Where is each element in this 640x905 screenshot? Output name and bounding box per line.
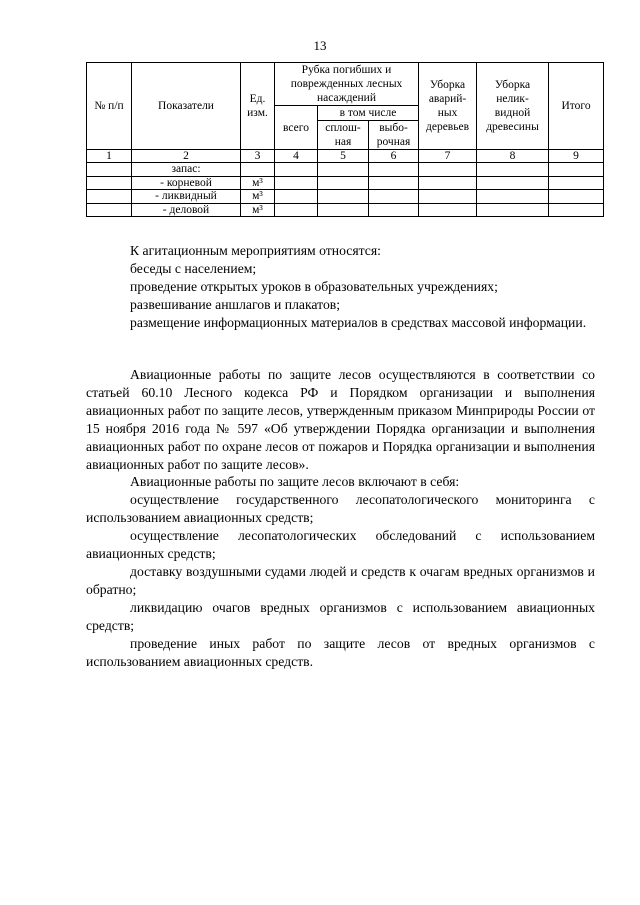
table-row — [87, 203, 604, 217]
agitation-section — [86, 242, 595, 332]
aviation-item: ликвидацию очагов вредных организмов с использованием авиационных средств; — [86, 599, 595, 633]
row-unit: м³ — [241, 190, 275, 204]
column-number: 3 — [241, 150, 275, 163]
header-itogo: Итого — [549, 63, 604, 150]
agitation-item: развешивание аншлагов и плакатов; — [130, 296, 341, 312]
row-unit: м³ — [241, 176, 275, 190]
row-indicator: запас: — [132, 163, 241, 177]
agitation-item: размещение информационных материалов в средствах массовой информации. — [130, 314, 587, 330]
aviation-item: доставку воздушными судами людей и средств к очагам вредных организмов и обратно; — [86, 563, 595, 597]
page-number: 13 — [313, 38, 327, 53]
table-row — [87, 163, 604, 177]
row-indicator: - деловой — [132, 203, 241, 217]
aviation-item: осуществление лесопатологических обследований с использованием авиационных средств; — [86, 528, 595, 562]
header-clear: сплош-ная — [318, 121, 369, 150]
column-number: 4 — [275, 150, 318, 163]
aviation-section — [86, 366, 595, 670]
agitation-intro: К агитационным мероприятиям относятся: — [130, 243, 381, 258]
header-including: в том числе — [318, 106, 419, 121]
column-number: 9 — [549, 150, 604, 163]
aviation-paragraph: Авиационные работы по защите лесов осуществляются в соответствии со статьей 60.10 Лесного кодекса РФ и Порядком организации и выполнения авиационных работ по защите лесов, утвержденным приказом Минприроды России от 15 ноября 2016 года № 597 «Об утверждении Порядка организации и выполнения авиационных работ по охране лесов от пожаров и Порядка организации и выполнения авиационных работ по защите лесов». — [86, 367, 595, 472]
column-number: 6 — [369, 150, 419, 163]
header-selective: выбо-рочная — [369, 121, 419, 150]
agitation-item: беседы с населением; — [130, 260, 257, 276]
table-row — [87, 176, 604, 190]
column-number: 1 — [87, 150, 132, 163]
agitation-item: проведение открытых уроков в образовательных учреждениях; — [130, 278, 498, 294]
header-emergency: Уборка аварий-ных деревьев — [419, 63, 477, 150]
aviation-item: осуществление государственного лесопатологического мониторинга с использованием авиационных средств; — [86, 492, 595, 526]
column-number: 8 — [477, 150, 549, 163]
header-felling-total: всего — [275, 106, 318, 150]
column-number: 7 — [419, 150, 477, 163]
column-number: 2 — [132, 150, 241, 163]
row-indicator: - ликвидный — [132, 190, 241, 204]
header-unit: Ед. изм. — [241, 63, 275, 150]
row-unit — [241, 163, 275, 177]
header-indicators: Показатели — [132, 63, 241, 150]
aviation-intro: Авиационные работы по защите лесов включают в себя: — [130, 474, 460, 490]
header-nonliquid: Уборка нелик-видной древесины — [477, 63, 549, 150]
table-row — [87, 190, 604, 204]
row-unit: м³ — [241, 203, 275, 217]
aviation-item: проведение иных работ по защите лесов от вредных организмов с использованием авиационных средств. — [86, 635, 595, 669]
header-felling-group: Рубка погибших и поврежденных лесных насаждений — [275, 63, 419, 106]
column-number: 5 — [318, 150, 369, 163]
header-npp: № п/п — [87, 63, 132, 150]
row-indicator: - корневой — [132, 176, 241, 190]
logging-table — [86, 62, 604, 217]
